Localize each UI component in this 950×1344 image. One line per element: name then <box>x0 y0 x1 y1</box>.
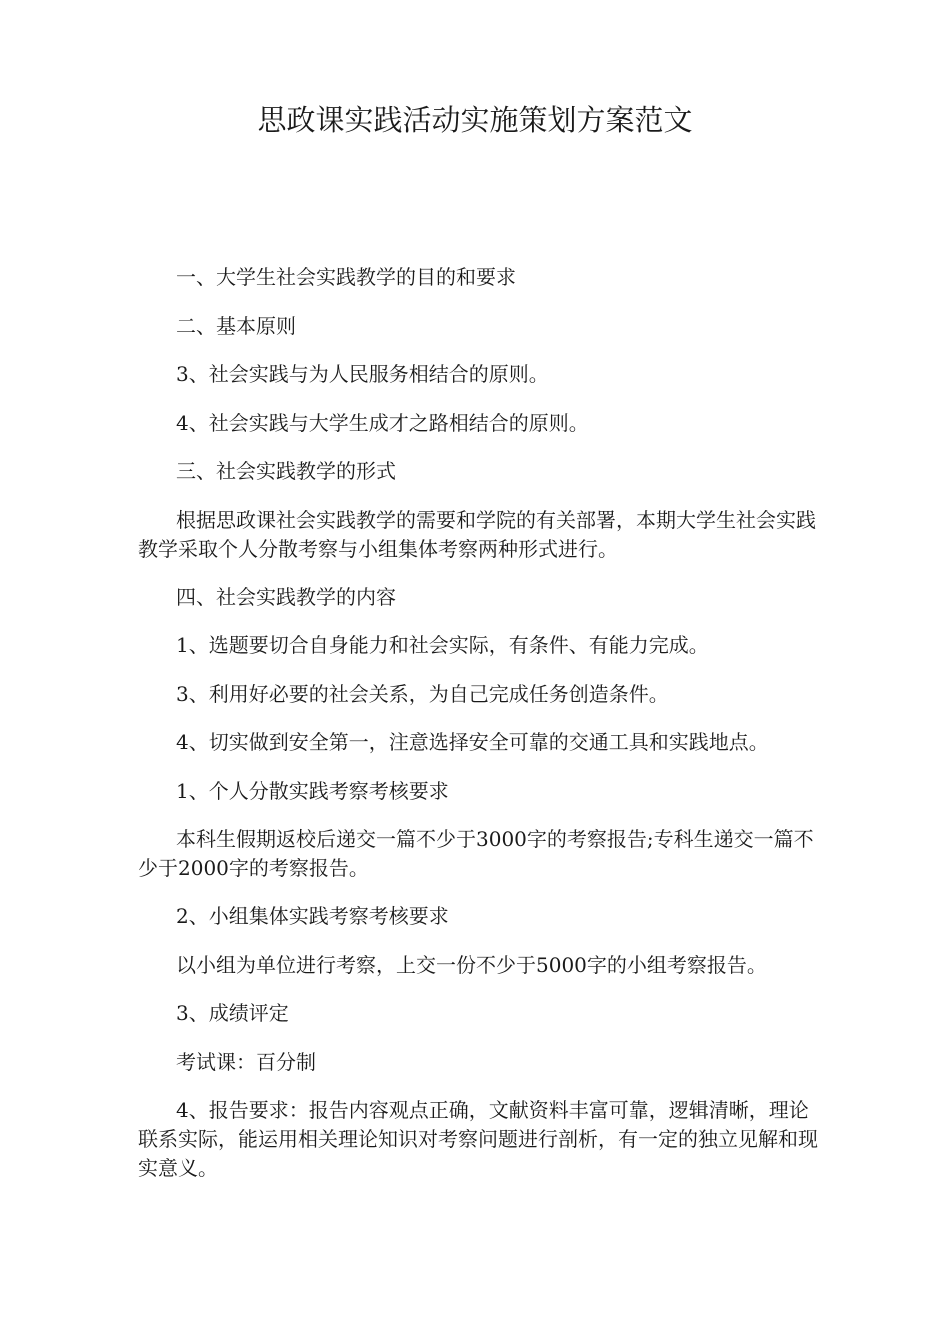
paragraph-5: 三、社会实践教学的形式 <box>176 459 396 483</box>
paragraph-2: 二、基本原则 <box>176 313 296 338</box>
paragraph-7: 四、社会实践教学的内容 <box>176 584 396 609</box>
paragraph-16: 考试课：百分制 <box>176 1049 316 1074</box>
paragraph-6: 根据思政课社会实践教学的需要和学院的有关部署，本期大学生社会实践教学采取个人分散考察与小组集体考察两种形式进行。 <box>138 507 816 561</box>
paragraph-13: 2、小组集体实践考察考核要求 <box>176 904 449 928</box>
paragraph-8: 1、选题要切合自身能力和社会实际，有条件、有能力完成。 <box>176 633 709 657</box>
paragraph-10: 4、切实做到安全第一，注意选择安全可靠的交通工具和实践地点。 <box>176 730 769 754</box>
paragraph-15: 3、成绩评定 <box>176 1001 289 1025</box>
paragraph-17: 4、报告要求：报告内容观点正确，文献资料丰富可靠，逻辑清晰，理论联系实际，能运用相关理论知识对考察问题进行剖析，有一定的独立见解和现实意义。 <box>138 1098 818 1180</box>
paragraph-3: 3、社会实践与为人民服务相结合的原则。 <box>176 362 549 386</box>
paragraph-12: 本科生假期返校后递交一篇不少于3000字的考察报告;专科生递交一篇不少于2000字的考察报告。 <box>138 827 814 880</box>
paragraph-14: 以小组为单位进行考察，上交一份不少于5000字的小组考察报告。 <box>176 952 767 977</box>
paragraph-1: 一、大学生社会实践教学的目的和要求 <box>176 265 516 289</box>
paragraph-11: 1、个人分散实践考察考核要求 <box>176 778 449 803</box>
document-title: 思政课实践活动实施策划方案范文 <box>257 103 693 137</box>
paragraph-9: 3、利用好必要的社会关系，为自己完成任务创造条件。 <box>176 681 669 706</box>
document-body <box>138 263 828 1202</box>
paragraph-4: 4、社会实践与大学生成才之路相结合的原则。 <box>176 410 589 435</box>
